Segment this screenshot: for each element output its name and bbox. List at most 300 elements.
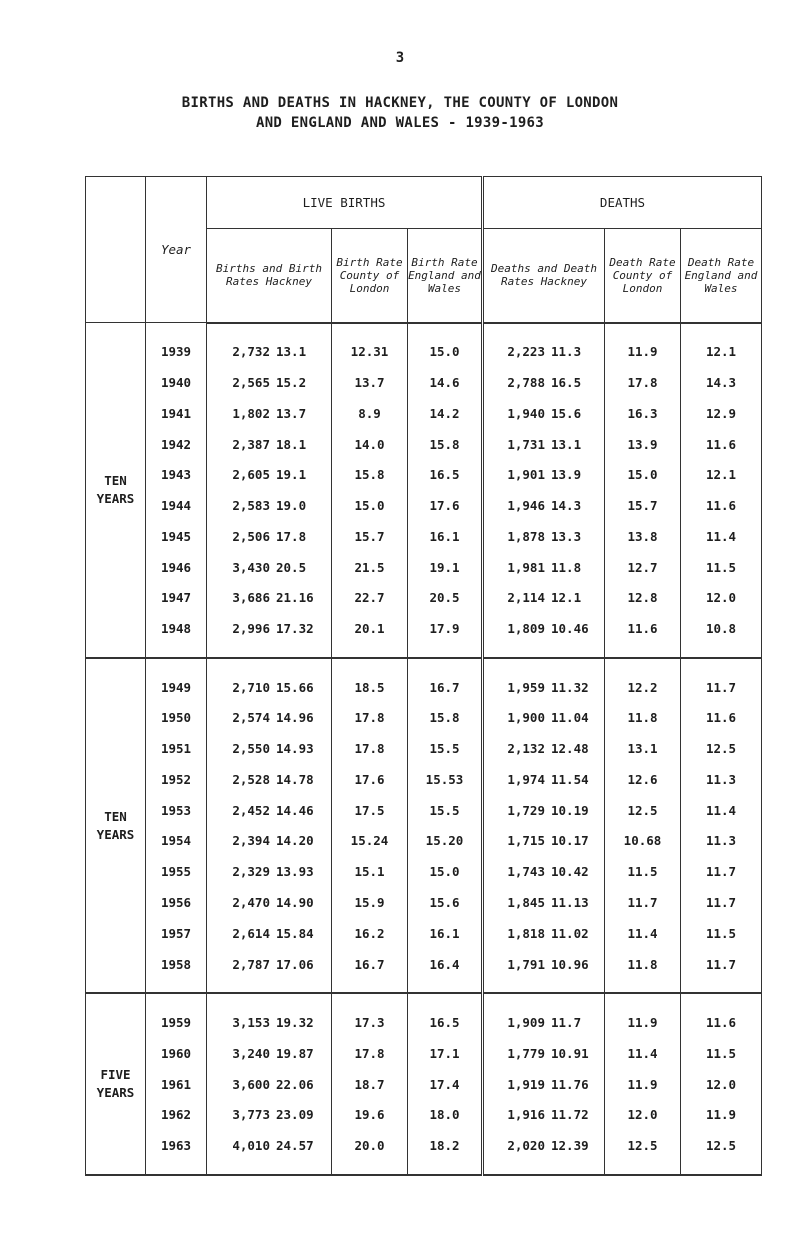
- table-row: [86, 583, 762, 614]
- death-rate-london-cell: 13.8: [605, 521, 681, 552]
- deaths-pair: [493, 957, 595, 972]
- table-row: [86, 490, 762, 521]
- birth-rate-london-cell: 13.7: [332, 367, 408, 398]
- table-row: [86, 918, 762, 949]
- spacer-cell: [146, 979, 207, 993]
- birth-rate-hackney: 13.7: [276, 405, 307, 421]
- deaths-count: 1,974: [507, 771, 545, 787]
- deaths-pair: [493, 467, 595, 482]
- year-cell: 1959: [146, 1007, 207, 1038]
- year-cell: 1962: [146, 1099, 207, 1130]
- births-hackney-cell: [207, 887, 332, 918]
- deaths-pair: [493, 344, 595, 359]
- spacer-cell: [207, 658, 332, 672]
- table-row: [86, 764, 762, 795]
- birth-rate-london-cell: 19.6: [332, 1099, 408, 1130]
- year-header: Year: [146, 177, 207, 323]
- year-cell: 1944: [146, 490, 207, 521]
- birth-rate-hackney: 19.32: [276, 1015, 314, 1031]
- death-rate-london-cell: 12.5: [605, 1130, 681, 1161]
- deaths-hackney-cell: [483, 887, 605, 918]
- live-births-header: LIVE BIRTHS: [207, 177, 483, 229]
- births-hackney-cell: [207, 949, 332, 980]
- table-row: [86, 521, 762, 552]
- deaths-count: 1,818: [507, 925, 545, 941]
- death-rate-england-cell: 11.6: [681, 1007, 762, 1038]
- death-rate-hackney: 11.54: [551, 771, 589, 787]
- table-row: [86, 1038, 762, 1069]
- births-hackney-cell: [207, 826, 332, 857]
- birth-rate-hackney: 17.8: [276, 528, 307, 544]
- table-row: [86, 459, 762, 490]
- table-row: [86, 398, 762, 429]
- deaths-pair: [493, 498, 595, 513]
- deaths-count: 2,020: [507, 1138, 545, 1154]
- births-pair: [218, 926, 320, 941]
- deaths-count: 1,940: [507, 405, 545, 421]
- spacer-cell: [605, 993, 681, 1007]
- death-rate-hackney: 11.02: [551, 925, 589, 941]
- year-cell: 1948: [146, 613, 207, 644]
- birth-rate-london-cell: 15.24: [332, 826, 408, 857]
- death-rate-london-cell: 10.68: [605, 826, 681, 857]
- births-pair: [218, 590, 320, 605]
- spacer-cell: [207, 993, 332, 1007]
- births-pair: [218, 529, 320, 544]
- birth-rate-england-cell: 18.2: [408, 1130, 483, 1161]
- group-spacer-top: [86, 323, 762, 337]
- death-rate-london-cell: 16.3: [605, 398, 681, 429]
- spacer-cell: [408, 1161, 483, 1175]
- deaths-hackney-header: Deaths and Death Rates Hackney: [483, 229, 605, 323]
- birth-rate-london-cell: 18.5: [332, 672, 408, 703]
- births-pair: [218, 560, 320, 575]
- table-body: [86, 323, 762, 1176]
- births-pair: [218, 803, 320, 818]
- spacer-cell: [605, 1161, 681, 1175]
- births-count: 2,574: [232, 710, 270, 726]
- death-rate-hackney: 11.76: [551, 1076, 589, 1092]
- year-cell: 1954: [146, 826, 207, 857]
- death-rate-london-cell: 12.2: [605, 672, 681, 703]
- death-rate-hackney: 11.04: [551, 710, 589, 726]
- births-pair: [218, 467, 320, 482]
- spacer-cell: [483, 993, 605, 1007]
- births-hackney-cell: [207, 398, 332, 429]
- deaths-hackney-cell: [483, 367, 605, 398]
- spacer-cell: [146, 644, 207, 658]
- births-count: 3,430: [232, 559, 270, 575]
- births-count: 2,583: [232, 498, 270, 514]
- deaths-hackney-cell: [483, 764, 605, 795]
- death-rate-hackney: 11.3: [551, 344, 582, 360]
- deaths-hackney-cell: [483, 826, 605, 857]
- death-rate-england-cell: 11.5: [681, 552, 762, 583]
- births-count: 2,732: [232, 344, 270, 360]
- death-rate-england-cell: 11.3: [681, 764, 762, 795]
- birth-rate-london-cell: 15.8: [332, 459, 408, 490]
- birth-rate-hackney: 14.96: [276, 710, 314, 726]
- year-cell: 1939: [146, 336, 207, 367]
- deaths-pair: [493, 741, 595, 756]
- year-cell: 1953: [146, 795, 207, 826]
- death-rate-london-cell: 11.9: [605, 1007, 681, 1038]
- year-cell: 1955: [146, 856, 207, 887]
- deaths-pair: [493, 1015, 595, 1030]
- births-hackney-cell: [207, 1007, 332, 1038]
- births-count: 3,600: [232, 1076, 270, 1092]
- birth-rate-england-cell: 20.5: [408, 583, 483, 614]
- deaths-hackney-cell: [483, 795, 605, 826]
- deaths-hackney-cell: [483, 733, 605, 764]
- deaths-pair: [493, 621, 595, 636]
- period-label: [86, 658, 146, 993]
- birth-rate-london-cell: 20.0: [332, 1130, 408, 1161]
- birth-rate-london-cell: 8.9: [332, 398, 408, 429]
- spacer-cell: [605, 658, 681, 672]
- deaths-hackney-cell: [483, 336, 605, 367]
- birth-rate-hackney: 15.84: [276, 925, 314, 941]
- death-rate-london-cell: 11.4: [605, 1038, 681, 1069]
- death-rate-england-cell: 12.5: [681, 733, 762, 764]
- year-cell: 1961: [146, 1069, 207, 1100]
- birth-rate-london-cell: 15.9: [332, 887, 408, 918]
- death-rate-england-cell: 14.3: [681, 367, 762, 398]
- deaths-count: 1,946: [507, 498, 545, 514]
- births-pair: [218, 895, 320, 910]
- death-rate-hackney: 16.5: [551, 375, 582, 391]
- spacer-cell: [332, 979, 408, 993]
- births-count: 1,802: [232, 405, 270, 421]
- births-hackney-cell: [207, 367, 332, 398]
- birth-rate-england-cell: 15.53: [408, 764, 483, 795]
- death-rate-england-cell: 12.0: [681, 1069, 762, 1100]
- birth-rate-england-cell: 16.7: [408, 672, 483, 703]
- births-hackney-cell: [207, 583, 332, 614]
- births-count: 2,452: [232, 802, 270, 818]
- birth-rate-england-cell: 15.5: [408, 733, 483, 764]
- birth-rate-london-cell: 16.7: [332, 949, 408, 980]
- death-rate-london-cell: 17.8: [605, 367, 681, 398]
- births-hackney-cell: [207, 521, 332, 552]
- birth-rate-london-cell: 18.7: [332, 1069, 408, 1100]
- birth-rate-england-cell: 16.5: [408, 459, 483, 490]
- table-row: [86, 795, 762, 826]
- death-rate-london-cell: 11.9: [605, 336, 681, 367]
- death-rate-hackney: 11.32: [551, 679, 589, 695]
- deaths-count: 1,919: [507, 1076, 545, 1092]
- births-hackney-cell: [207, 672, 332, 703]
- spacer-cell: [483, 323, 605, 337]
- deaths-pair: [493, 590, 595, 605]
- table-row: [86, 1007, 762, 1038]
- year-cell: 1941: [146, 398, 207, 429]
- death-rate-hackney: 10.19: [551, 802, 589, 818]
- births-count: 2,565: [232, 375, 270, 391]
- birth-rate-england-cell: 15.8: [408, 703, 483, 734]
- spacer-cell: [332, 323, 408, 337]
- birth-rate-england-cell: 15.5: [408, 795, 483, 826]
- death-rate-england-cell: 11.7: [681, 856, 762, 887]
- deaths-pair: [493, 406, 595, 421]
- death-rate-hackney: 14.3: [551, 498, 582, 514]
- death-rate-hackney: 12.48: [551, 741, 589, 757]
- deaths-hackney-cell: [483, 1038, 605, 1069]
- births-count: 2,550: [232, 741, 270, 757]
- birth-rate-england-cell: 15.20: [408, 826, 483, 857]
- deaths-pair: [493, 926, 595, 941]
- birth-rate-england-cell: 19.1: [408, 552, 483, 583]
- deaths-count: 1,916: [507, 1107, 545, 1123]
- births-count: 2,996: [232, 621, 270, 637]
- spacer-cell: [207, 644, 332, 658]
- birth-rate-hackney: 13.1: [276, 344, 307, 360]
- death-rate-hackney: 11.8: [551, 559, 582, 575]
- births-pair: [218, 864, 320, 879]
- births-hackney-cell: [207, 703, 332, 734]
- birth-rate-hackney: 14.20: [276, 833, 314, 849]
- death-rate-hackney: 11.7: [551, 1015, 582, 1031]
- deaths-hackney-cell: [483, 429, 605, 460]
- spacer-cell: [207, 323, 332, 337]
- deaths-count: 1,809: [507, 621, 545, 637]
- birth-rate-england-cell: 16.5: [408, 1007, 483, 1038]
- table-row: [86, 703, 762, 734]
- birth-rate-hackney: 17.32: [276, 621, 314, 637]
- deaths-count: 1,959: [507, 679, 545, 695]
- spacer-cell: [408, 644, 483, 658]
- death-rate-london-cell: 13.9: [605, 429, 681, 460]
- deaths-pair: [493, 803, 595, 818]
- deaths-hackney-cell: [483, 949, 605, 980]
- births-count: 3,153: [232, 1015, 270, 1031]
- spacer-cell: [483, 644, 605, 658]
- death-rate-england-cell: 11.7: [681, 949, 762, 980]
- birth-rate-hackney: 14.93: [276, 741, 314, 757]
- year-cell: 1942: [146, 429, 207, 460]
- deaths-count: 2,132: [507, 741, 545, 757]
- births-hackney-cell: [207, 1038, 332, 1069]
- year-cell: 1940: [146, 367, 207, 398]
- spacer-cell: [332, 658, 408, 672]
- table-row: [86, 552, 762, 583]
- birth-rate-england-cell: 15.8: [408, 429, 483, 460]
- year-cell: 1949: [146, 672, 207, 703]
- spacer-cell: [146, 993, 207, 1007]
- birth-rate-london-cell: 15.7: [332, 521, 408, 552]
- death-rate-hackney: 13.9: [551, 467, 582, 483]
- deaths-hackney-cell: [483, 672, 605, 703]
- deaths-pair: [493, 375, 595, 390]
- spacer-cell: [332, 993, 408, 1007]
- spacer-cell: [605, 644, 681, 658]
- table-row: [86, 429, 762, 460]
- death-rate-london-cell: 15.7: [605, 490, 681, 521]
- death-rate-london-cell: 11.7: [605, 887, 681, 918]
- death-rate-england-cell: 11.9: [681, 1099, 762, 1130]
- births-pair: [218, 498, 320, 513]
- births-hackney-cell: [207, 429, 332, 460]
- table-row: [86, 949, 762, 980]
- deaths-count: 2,223: [507, 344, 545, 360]
- spacer-cell: [146, 323, 207, 337]
- birth-rate-london-cell: 12.31: [332, 336, 408, 367]
- table-row: [86, 887, 762, 918]
- death-rate-hackney: 12.39: [551, 1138, 589, 1154]
- spacer-cell: [483, 658, 605, 672]
- death-rate-england-cell: 12.1: [681, 459, 762, 490]
- birth-rate-hackney: 13.93: [276, 864, 314, 880]
- death-rate-hackney: 13.1: [551, 436, 582, 452]
- year-cell: 1950: [146, 703, 207, 734]
- births-hackney-cell: [207, 1069, 332, 1100]
- spacer-cell: [681, 993, 762, 1007]
- group-spacer-bottom: [86, 644, 762, 658]
- death-rate-london-cell: 11.9: [605, 1069, 681, 1100]
- births-count: 2,710: [232, 679, 270, 695]
- spacer-cell: [483, 1161, 605, 1175]
- death-rate-london-cell: 13.1: [605, 733, 681, 764]
- death-rate-england-cell: 11.3: [681, 826, 762, 857]
- birth-rate-hackney: 21.16: [276, 590, 314, 606]
- table-row: [86, 1069, 762, 1100]
- births-count: 2,387: [232, 436, 270, 452]
- deaths-pair: [493, 772, 595, 787]
- deaths-count: 1,731: [507, 436, 545, 452]
- deaths-hackney-cell: [483, 552, 605, 583]
- births-pair: [218, 772, 320, 787]
- birth-rate-england-cell: 18.0: [408, 1099, 483, 1130]
- deaths-pair: [493, 710, 595, 725]
- births-pair: [218, 957, 320, 972]
- deaths-hackney-cell: [483, 613, 605, 644]
- births-pair: [218, 680, 320, 695]
- spacer-cell: [408, 979, 483, 993]
- deaths-hackney-cell: [483, 856, 605, 887]
- birth-rate-hackney: 24.57: [276, 1138, 314, 1154]
- period-label-line: YEARS: [96, 826, 135, 842]
- title-line-1: BIRTHS AND DEATHS IN HACKNEY, THE COUNTY OF LONDON: [181, 95, 619, 111]
- birth-rate-london-header: Birth Rate County of London: [332, 229, 408, 323]
- deaths-hackney-cell: [483, 521, 605, 552]
- death-rate-england-cell: 11.4: [681, 521, 762, 552]
- deaths-count: 2,788: [507, 375, 545, 391]
- death-rate-london-cell: 15.0: [605, 459, 681, 490]
- death-rate-england-cell: 11.4: [681, 795, 762, 826]
- spacer-cell: [207, 979, 332, 993]
- birth-rate-england-cell: 17.1: [408, 1038, 483, 1069]
- death-rate-hackney: 15.6: [551, 405, 582, 421]
- period-label-line: TEN: [104, 472, 127, 488]
- birth-rate-london-cell: 15.0: [332, 490, 408, 521]
- birth-rate-england-cell: 16.1: [408, 918, 483, 949]
- page-title: [40, 93, 760, 133]
- deaths-count: 1,981: [507, 559, 545, 575]
- statistics-table-container: [85, 176, 761, 1176]
- birth-rate-hackney: 19.87: [276, 1045, 314, 1061]
- spacer-cell: [332, 644, 408, 658]
- births-pair: [218, 833, 320, 848]
- spacer-cell: [681, 644, 762, 658]
- births-count: 2,470: [232, 895, 270, 911]
- death-rate-london-cell: 11.6: [605, 613, 681, 644]
- death-rate-england-cell: 11.7: [681, 672, 762, 703]
- spacer-cell: [681, 323, 762, 337]
- title-line-2: AND ENGLAND AND WALES - 1939-1963: [255, 115, 545, 131]
- year-cell: 1943: [146, 459, 207, 490]
- births-count: 3,240: [232, 1045, 270, 1061]
- table-row: [86, 856, 762, 887]
- death-rate-london-cell: 12.5: [605, 795, 681, 826]
- deaths-pair: [493, 1138, 595, 1153]
- birth-rate-england-cell: 17.6: [408, 490, 483, 521]
- birth-rate-england-cell: 15.6: [408, 887, 483, 918]
- births-pair: [218, 375, 320, 390]
- births-pair: [218, 621, 320, 636]
- birth-rate-hackney: 20.5: [276, 559, 307, 575]
- death-rate-hackney: 11.72: [551, 1107, 589, 1123]
- table-row: [86, 733, 762, 764]
- deaths-pair: [493, 437, 595, 452]
- birth-rate-london-cell: 15.1: [332, 856, 408, 887]
- table-row: [86, 1099, 762, 1130]
- death-rate-england-cell: 11.6: [681, 429, 762, 460]
- deaths-pair: [493, 833, 595, 848]
- deaths-hackney-cell: [483, 490, 605, 521]
- year-cell: 1957: [146, 918, 207, 949]
- births-hackney-cell: [207, 1099, 332, 1130]
- birth-rate-london-cell: 16.2: [332, 918, 408, 949]
- birth-rate-hackney: 22.06: [276, 1076, 314, 1092]
- period-label: [86, 323, 146, 658]
- deaths-hackney-cell: [483, 1130, 605, 1161]
- table-row: [86, 672, 762, 703]
- births-pair: [218, 741, 320, 756]
- period-header: [86, 177, 146, 323]
- births-pair: [218, 1107, 320, 1122]
- year-cell: 1952: [146, 764, 207, 795]
- birth-rate-london-cell: 17.8: [332, 703, 408, 734]
- spacer-cell: [408, 993, 483, 1007]
- deaths-count: 1,729: [507, 802, 545, 818]
- death-rate-hackney: 13.3: [551, 528, 582, 544]
- death-rate-england-cell: 11.5: [681, 1038, 762, 1069]
- deaths-count: 1,900: [507, 710, 545, 726]
- birth-rate-london-cell: 14.0: [332, 429, 408, 460]
- deaths-pair: [493, 864, 595, 879]
- birth-rate-hackney: 14.46: [276, 802, 314, 818]
- births-count: 2,394: [232, 833, 270, 849]
- year-cell: 1960: [146, 1038, 207, 1069]
- deaths-hackney-cell: [483, 459, 605, 490]
- year-cell: 1946: [146, 552, 207, 583]
- births-pair: [218, 1077, 320, 1092]
- birth-rate-england-cell: 15.0: [408, 856, 483, 887]
- birth-rate-london-cell: 17.6: [332, 764, 408, 795]
- births-pair: [218, 710, 320, 725]
- death-rate-england-cell: 11.5: [681, 918, 762, 949]
- birth-rate-england-cell: 15.0: [408, 336, 483, 367]
- death-rate-london-cell: 11.5: [605, 856, 681, 887]
- death-rate-london-header: Death Rate County of London: [605, 229, 681, 323]
- deaths-hackney-cell: [483, 398, 605, 429]
- birth-rate-england-cell: 16.4: [408, 949, 483, 980]
- year-cell: 1956: [146, 887, 207, 918]
- death-rate-england-cell: 11.6: [681, 490, 762, 521]
- spacer-cell: [681, 1161, 762, 1175]
- births-hackney-cell: [207, 733, 332, 764]
- death-rate-england-cell: 11.7: [681, 887, 762, 918]
